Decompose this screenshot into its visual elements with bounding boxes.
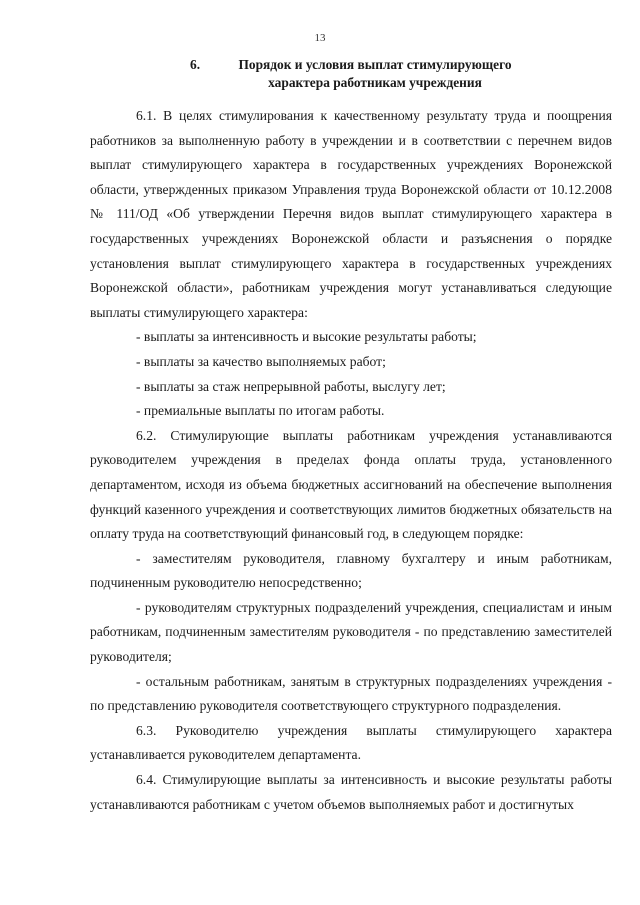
list-item: - остальным работникам, занятым в структурных подразделениях учреждения - по представлению руководителя соответствующего структурного подразделения. [90,673,612,714]
list-item: - премиальные выплаты по итогам работы. [136,403,385,419]
list-item: - руководителям структурных подразделений учреждения, специалистам и иным работникам, подчиненным заместителям руководителя - по представлению заместителей руководителя; [90,599,612,665]
section-title-line1: Порядок и условия выплат стимулирующего [238,57,512,72]
paragraph-6-3: 6.3. Руководителю учреждения выплаты стимулирующего характера устанавливается руководителем департамента. [90,722,612,763]
body-text [90,104,612,817]
paragraph-6-2: 6.2. Стимулирующие выплаты работникам учреждения устанавливаются руководителем учреждения в пределах фонда оплаты труда, установленного департаментом, исходя из объема бюджетных ассигнований на обеспечение выполнения функций казенного учреждения и соответствующих лимитов бюджетных обязательств на оплату труда на соответствующий финансовый год, в следующем порядке: [90,427,612,542]
list-item: - выплаты за стаж непрерывной работы, выслугу лет; [136,378,446,394]
page-number: 13 [314,32,326,44]
list-item: - выплаты за качество выполняемых работ; [136,353,386,369]
section-number: 6. [190,57,201,72]
section-heading [90,56,600,92]
paragraph-6-1: 6.1. В целях стимулирования к качественному результату труда и поощрения работников за выполненную работу в учреждении и в соответствии с перечнем видов выплат стимулирующего характера в государственных учреждениях Воронежской области, утвержденных приказом Управления труда Воронежской области от 10.12.2008 № 111/ОД «Об утверждении Перечня видов выплат стимулирующего характера в государственных учреждениях Воронежской области и разъяснения о порядке установления выплат стимулирующего характера в государственных учреждениях Воронежской области», работникам учреждения могут устанавливаться следующие выплаты стимулирующего характера: [90,108,612,320]
paragraph-6-4: 6.4. Стимулирующие выплаты за интенсивность и высокие результаты работы устанавливаются работникам с учетом объемов выполняемых работ и достигнутых [90,772,612,812]
section-title-line2: характера работникам учреждения [268,75,482,90]
list-item: - выплаты за интенсивность и высокие результаты работы; [136,329,477,345]
list-item: - заместителям руководителя, главному бухгалтеру и иным работникам, подчиненным руководителю непосредственно; [90,550,612,591]
